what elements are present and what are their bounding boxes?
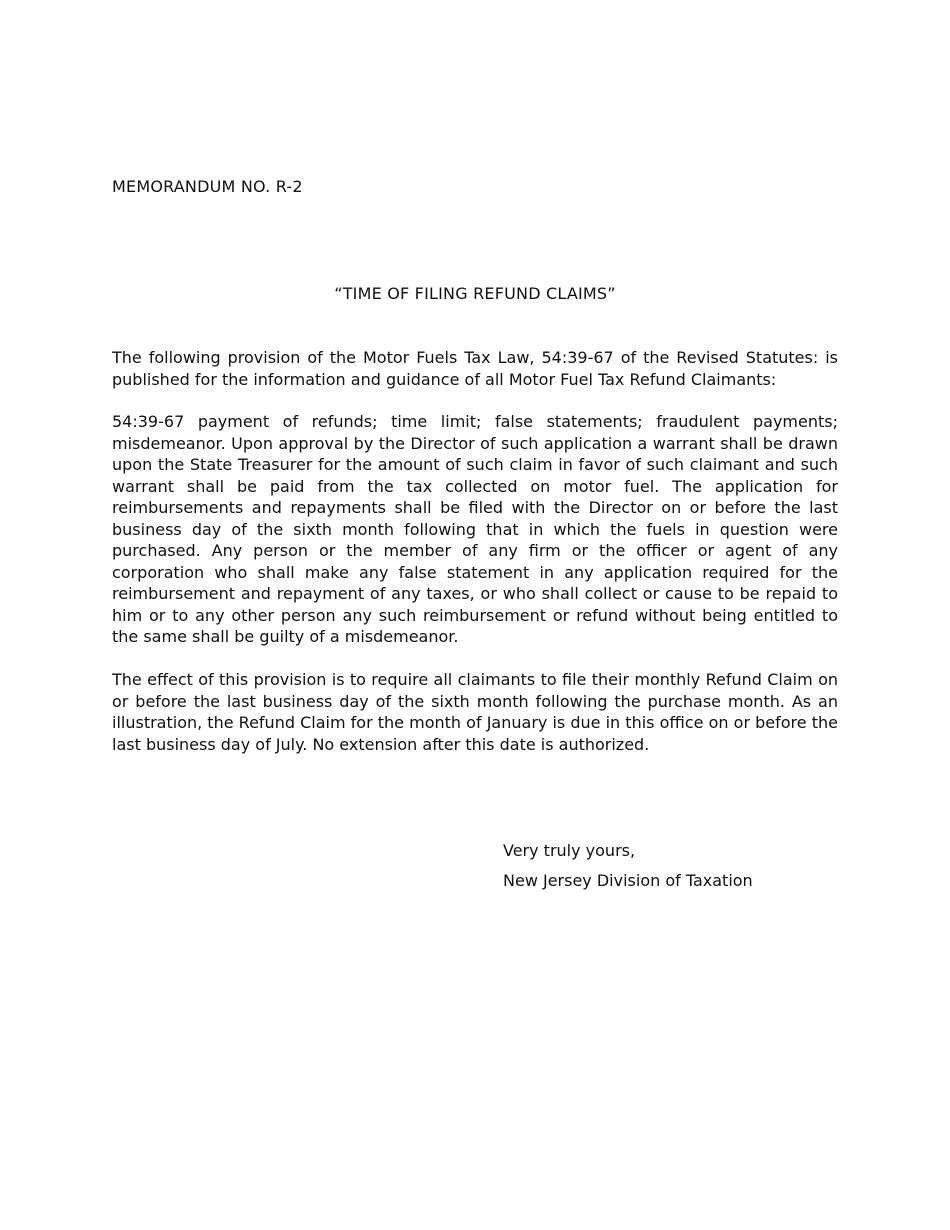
statute-paragraph: 54:39-67 payment of refunds; time limit; false statements; fraudulent payments; misdemeanor. Upon approval by the Director of such application a warrant shall be drawn upon the State Treasurer for the amount of such claim in favor of such claimant and such warrant shall be paid from the tax collected on motor fuel. The application for reimbursements and repayments shall be filed with the Director on or before the last business day of the sixth month following that in which the fuels in question were purchased. Any person or the member of any firm or the officer or agent of any corporation who shall make any false statement in any application required for the reimbursement and repayment of any taxes, or who shall collect or cause to be repaid to him or to any other person any such reimbursement or refund without being entitled to the same shall be guilty of a misdemeanor. [112,412,838,646]
effect-paragraph: The effect of this provision is to require all claimants to file their monthly Refund Claim on or before the last business day of the sixth month following the purchase month. As an illustration, the Refund Claim for the month of January is due in this office on or before the last business day of July. No extension after this date is authorized. [112,670,838,754]
closing-signatory: New Jersey Division of Taxation [503,871,753,890]
closing-salutation: Very truly yours, [503,841,636,860]
document-title: “TIME OF FILING REFUND CLAIMS” [334,284,616,303]
intro-paragraph: The following provision of the Motor Fuels Tax Law, 54:39-67 of the Revised Statutes: is published for the information and guidance of all Motor Fuel Tax Refund Claimants: [112,348,838,389]
memo-number: MEMORANDUM NO. R-2 [112,177,303,196]
